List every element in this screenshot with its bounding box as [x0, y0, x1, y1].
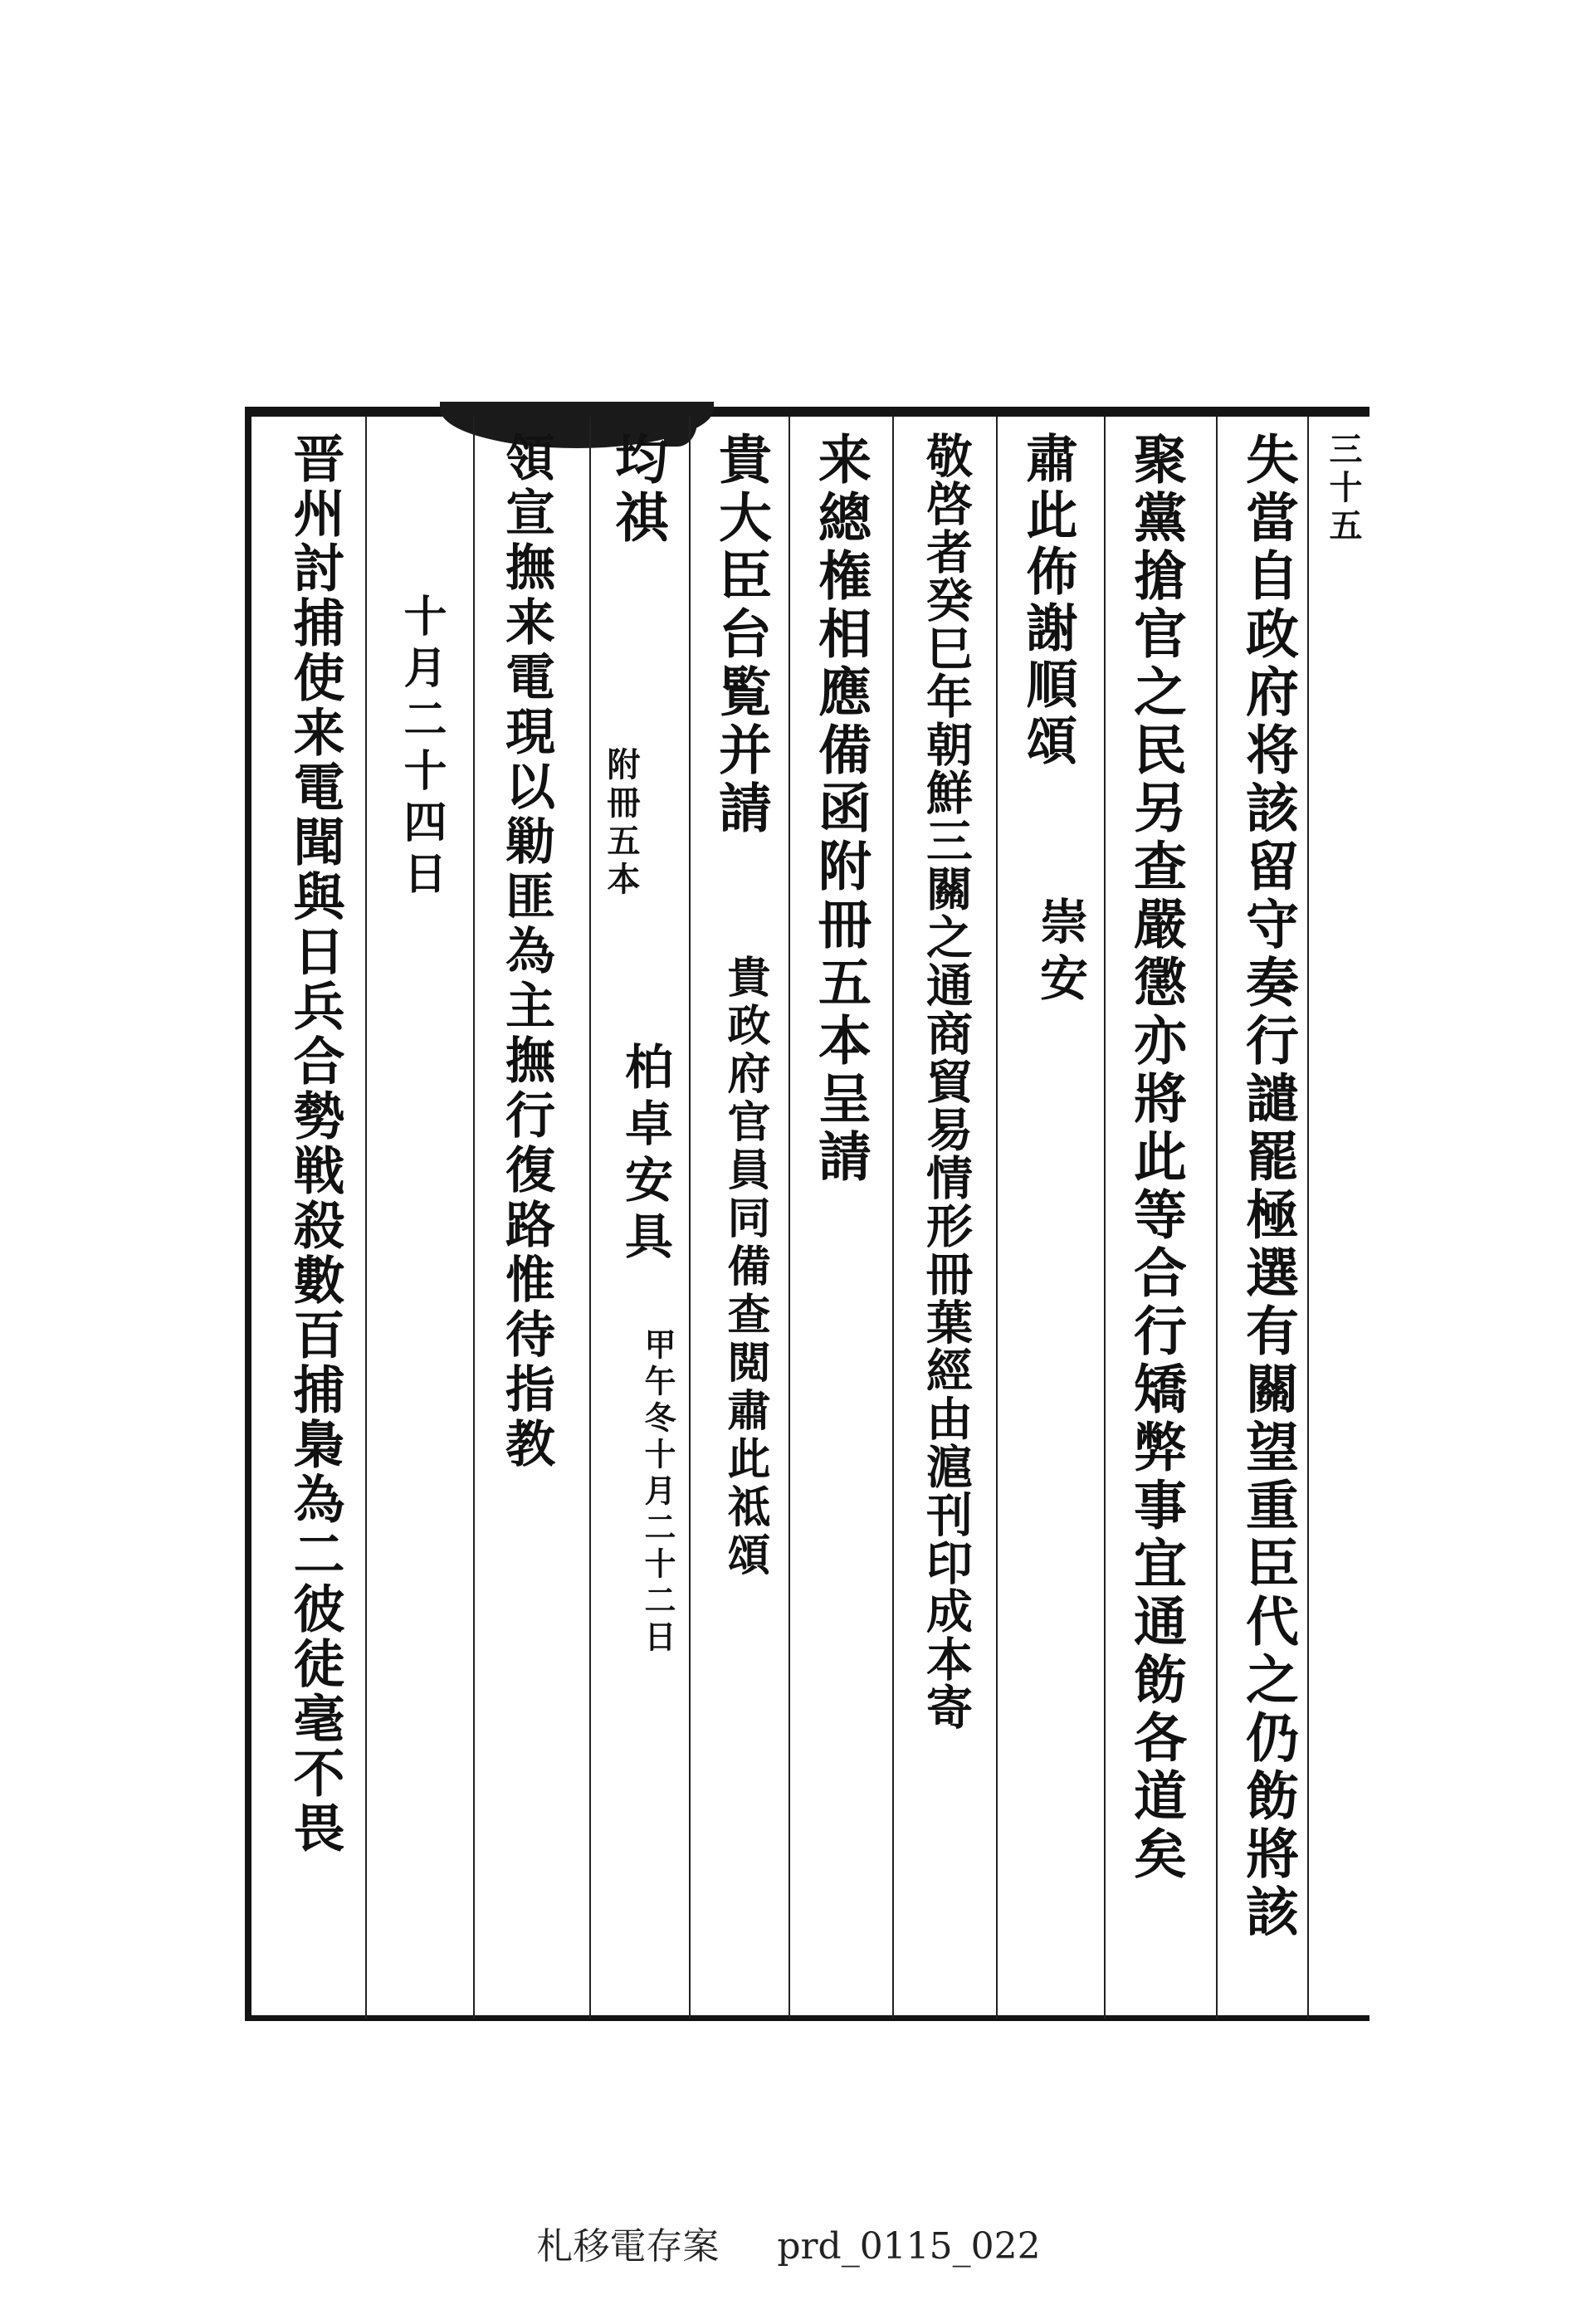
- signer-text: 貴政府官員同備查閲肅此祗頌: [720, 954, 770, 1580]
- text-column-1: 失當自政府将該留守奏行譴罷極選有關望重臣代之仍飭將該: [1237, 432, 1299, 1942]
- text-column-9: 晋州討捕使来電聞與日兵合勢戦殺數百捕梟為二彼徒毫不畏: [285, 432, 345, 1856]
- column-rule: [365, 417, 367, 2019]
- column-rule: [1104, 417, 1106, 2019]
- column-rule: [473, 417, 475, 2019]
- column-rule: [892, 417, 894, 2019]
- column-rule: [589, 417, 591, 2019]
- column-rule: [1216, 417, 1218, 2019]
- text-column-4: 敬啓者癸巳年朝鮮三關之通商貿易情形冊葉經由滬刊印成本寄: [919, 432, 974, 1731]
- text-column-5: 来總権相應備函附冊五本呈請: [809, 432, 872, 1187]
- sender-name: 柏卓安具: [617, 1042, 673, 1267]
- page-caption: [0, 2216, 1577, 2269]
- text-column-3: 肅此佈謝順頌: [1018, 432, 1078, 770]
- greeting-text: 崇安: [1032, 896, 1088, 1009]
- letter-date: 甲午冬十月二十二日: [639, 1328, 676, 1657]
- column-rule: [788, 417, 790, 2019]
- text-column-7: 均祺: [606, 432, 668, 548]
- column-rule: [1307, 417, 1309, 2019]
- column-rule: [689, 417, 691, 2019]
- column-rule: [996, 417, 998, 2019]
- attachment-note: 附冊五本: [602, 747, 641, 900]
- text-column-8: 領宣撫来電現以勦匪為主撫行復路惟待指教: [497, 432, 555, 1472]
- text-column-2: 聚黨搶官之民另查嚴懲亦將此等合行矯弊事宜通飭各道矣: [1125, 432, 1187, 1884]
- margin-page-mark: 三十五: [1324, 432, 1363, 546]
- page-identifier: prd_0115_022: [777, 2225, 1041, 2268]
- collection-title: 札移電存案: [536, 2225, 720, 2268]
- text-column-6: 貴大臣台覧并請: [710, 432, 772, 838]
- telegram-date: 十月二十四日: [396, 593, 447, 902]
